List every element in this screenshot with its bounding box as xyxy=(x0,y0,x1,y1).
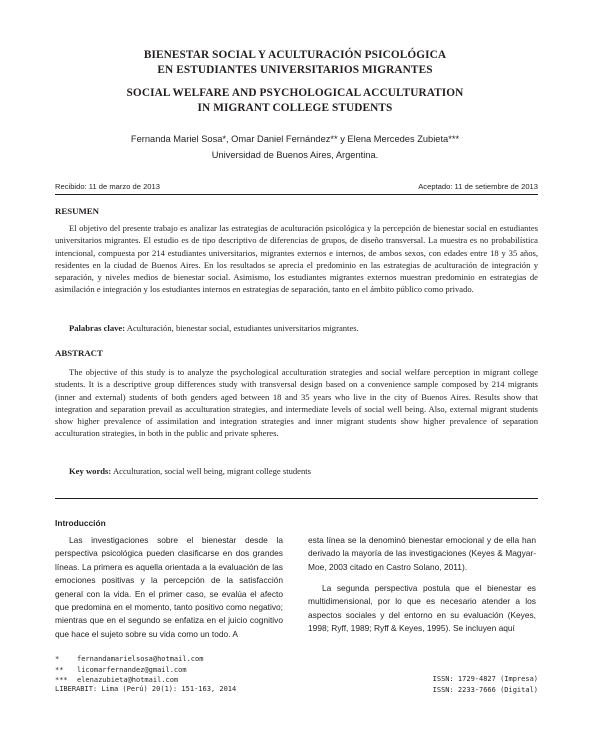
abstract-keywords-value: Acculturation, social well being, migrant college students xyxy=(112,466,312,476)
abstract-heading: ABSTRACT xyxy=(55,348,103,358)
email-link[interactable]: fernandamarielsosa@hotmail.com xyxy=(77,655,204,663)
title-spanish xyxy=(0,48,590,78)
footnotes xyxy=(55,654,203,686)
abstract-text: The objective of this study is to analyze the psychological acculturation strategies and social welfare perception in migrant college students. It is a descriptive group differences study with transversal design based on a convenience sample composed by 214 migrants (inner and external) students of both genders aged between 18 and 35 years who live in the city of Buenos Aires. Results show that integration and separation prevail as acculturation strategies, and intermediate levels of social well being. Also, external migrant students show higher prevalence of assimilation and integration strategies and inner migrant students show higher prevalence of separation acculturation strategies, in both in the public and private spheres. xyxy=(55,367,538,439)
intro-left-column: Las investigaciones sobre el bienestar desde la perspectiva psicológica pueden clasificarse en dos grandes líneas. La primera es aquella orientada a la evaluación de las emociones positivas y la percepción de la satisfacción general con la vida. En el primer caso, se evalúa el afecto que predomina en el momento, tanto positivo como negativo; mientras que en el segundo se enfatiza en el juicio cognitivo que hace el sujeto sobre su vida como un todo. A xyxy=(55,535,283,639)
intro-heading: Introducción xyxy=(55,518,106,528)
resumen-keywords-label: Palabras clave: xyxy=(69,323,126,333)
abstract-keywords-label: Key words: xyxy=(69,466,112,476)
title-es-line2: EN ESTUDIANTES UNIVERSITARIOS MIGRANTES xyxy=(157,64,433,76)
title-en-line2: IN MIGRANT COLLEGE STUDENTS xyxy=(197,102,393,114)
affiliation: Universidad de Buenos Aires, Argentina. xyxy=(211,150,379,160)
author-block xyxy=(0,131,590,163)
intro-right-paragraph-1: esta línea se la denominó bienestar emocional y de ella han derivado la mayoría de las investigaciones (Keyes & Magyar- Moe, 2003 citado en Castro Solano, 2011). xyxy=(308,535,536,572)
section-divider xyxy=(55,498,538,499)
abstract-keywords xyxy=(69,466,311,476)
resumen-heading: RESUMEN xyxy=(55,206,99,216)
received-date: Recibido: 11 de marzo de 2013 xyxy=(55,182,160,191)
resumen-keywords xyxy=(69,323,359,333)
title-english xyxy=(0,86,590,116)
footnote-1: * fernandamarielsosa@hotmail.com xyxy=(55,655,204,663)
accepted-date: Aceptado: 11 de setiembre de 2013 xyxy=(418,182,538,191)
resumen-keywords-value: Aculturación, bienestar social, estudiantes universitarios migrantes. xyxy=(126,323,359,333)
journal-citation: LIBERABIT: Lima (Perú) 20(1): 151-163, 2014 xyxy=(55,685,237,693)
title-es-line1: BIENESTAR SOCIAL Y ACULTURACIÓN PSICOLÓGICA xyxy=(143,49,447,61)
footnote-3: *** elenazubieta@hotmail.com xyxy=(55,676,179,684)
top-divider xyxy=(55,194,538,195)
email-link[interactable]: licomarfernandez@gmail.com xyxy=(77,665,187,674)
issn-print: ISSN: 1729-4827 (Impresa) xyxy=(432,675,538,683)
issn-block xyxy=(433,674,538,695)
email-link[interactable]: elenazubieta@hotmail.com xyxy=(77,676,179,684)
footnote-2: ** licomarfernandez@gmail.com xyxy=(55,665,187,674)
intro-right-paragraph-2: La segunda perspectiva postula que el bienestar es multidimensional, por lo que es necesario atender a los aspectos sociales y del entorno en su evaluación (Keyes, 1998; Ryff, 1989; Ryff & Keyes, 1995). Se incluyen aquí xyxy=(308,583,536,634)
resumen-text: El objetivo del presente trabajo es analizar las estrategias de aculturación psicológica y la percepción de bienestar social en estudiantes universitarios migrantes. El estudio es de tipo descriptivo de diferencias de grupos, de diseño transversal. La muestra es no probabilística intencional, compuesta por 214 estudiantes universitarios, migrantes externos e internos, de ambos sexos, con edades entre 18 y 35 años, residentes en la ciudad de Buenos Aires. En los resultados se aprecia el predominio en las estrategias de aculturación de integración y separación, y niveles medios de bienestar social. Asimismo, los estudiantes migrantes externos muestran predominio en estrategias de asimilación e integración y los estudiantes internos en estrategias de separación, tanto en el ámbito público como privado. xyxy=(55,223,538,295)
authors: Fernanda Mariel Sosa*, Omar Daniel Fernández** y Elena Mercedes Zubieta*** xyxy=(130,134,460,144)
title-en-line1: SOCIAL WELFARE AND PSYCHOLOGICAL ACCULTURATION xyxy=(126,87,464,99)
issn-digital: ISSN: 2233-7666 (Digital) xyxy=(432,685,538,694)
